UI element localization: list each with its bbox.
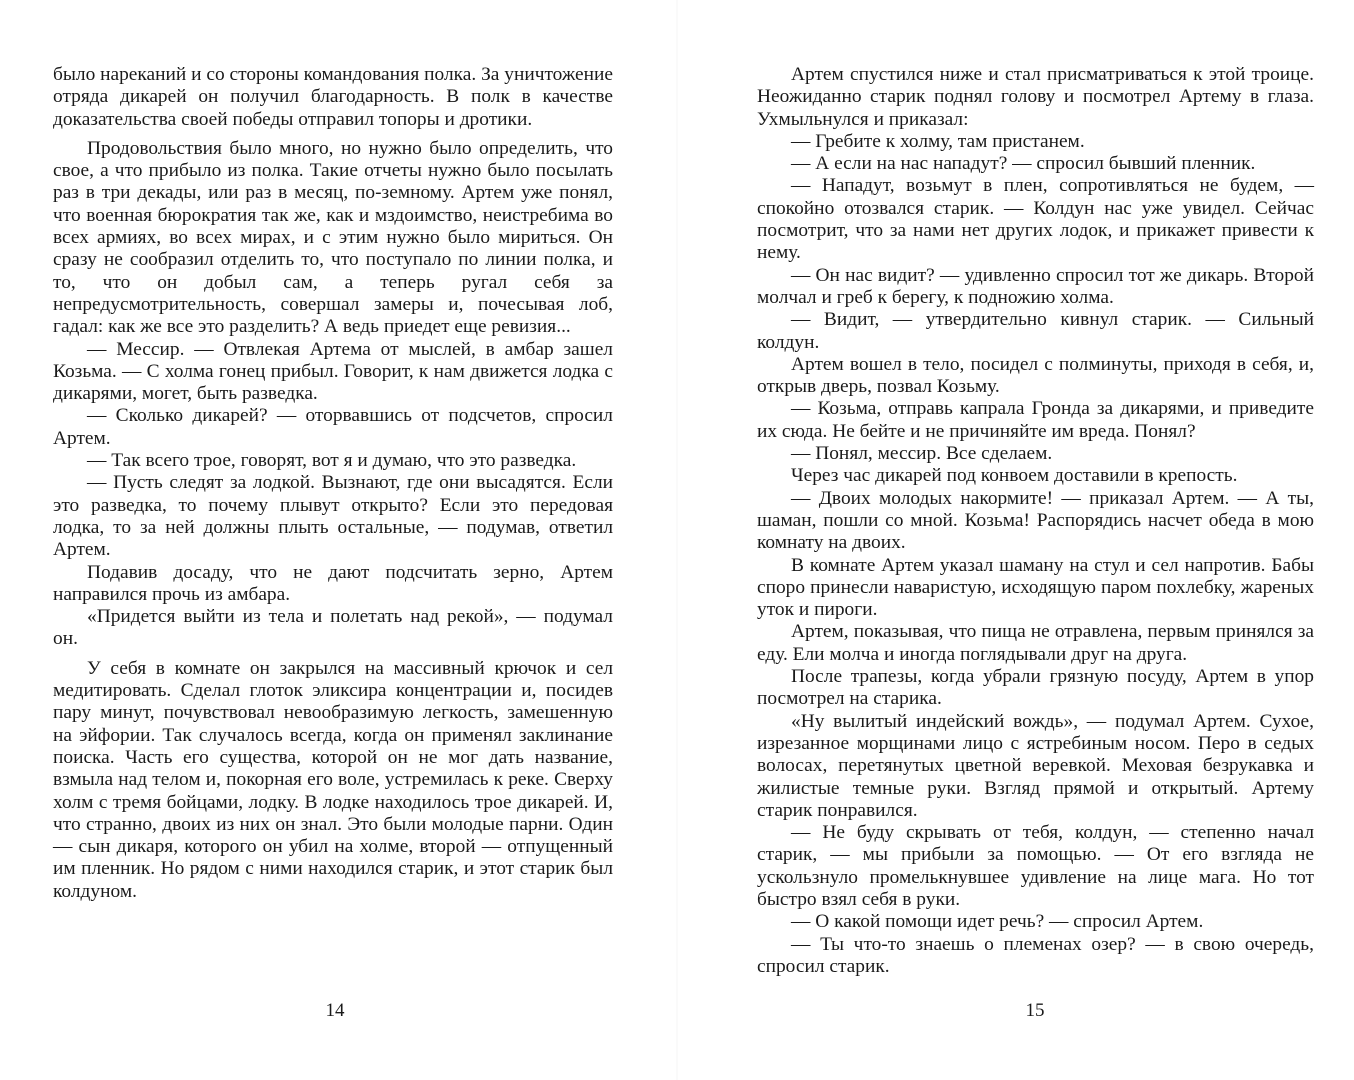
paragraph: «Ну вылитый индейский вождь», — подумал Артем. Сухое, изрезанное морщинами лицо с ястребиным носом. Перо в седых волосах, перетянутых цветной веревкой. Меховая безрукавка и жилистые темные руки. Взгляд прямой и открытый. Артему старик понравился. bbox=[757, 710, 1314, 821]
paragraph: было нареканий и со стороны командования полка. За уничтожение отряда дикарей он получил благодарность. В полк в качестве доказательства своей победы отправил топоры и дротики. bbox=[53, 64, 613, 130]
paragraph: Продовольствия было много, но нужно было определить, что свое, а что прибыло из полка. Такие отчеты нужно было посылать раз в три декады, или раз в месяц, по-земному. Артем уже понял, что военная бюрократия так же, как и мздоимство, неистребима во всех армиях, во всех мирах, и с этим нужно было мириться. Он сразу не сообразил отделить то, что поступало по линии полка, и то, что он добыл сам, а теперь ругал себя за непредусмотрительность, совершал замеры и, почесывая лоб, гадал: как же все это разделить? А ведь приедет еще ревизия... bbox=[53, 137, 613, 338]
paragraph: Через час дикарей под конвоем доставили в крепость. bbox=[791, 465, 1238, 487]
paragraph: — Мессир. — Отвлекая Артема от мыслей, в амбар зашел Козьма. — С холма гонец прибыл. Говорит, к нам движется лодка с дикарями, могет, быть разведка. bbox=[53, 338, 613, 405]
paragraph: — А если на нас нападут? — спросил бывший пленник. bbox=[791, 153, 1256, 175]
paragraph: Артем вошел в тело, посидел с полминуты, приходя в себя, и, открыв дверь, позвал Козьму. bbox=[757, 353, 1314, 398]
paragraph: — Козьма, отправь капрала Гронда за дикарями, и приведите их сюда. Не бейте и не причиняйте им вреда. Понял? bbox=[757, 398, 1314, 442]
paragraph: — Гребите к холму, там пристанем. bbox=[791, 130, 1085, 152]
paragraph: У себя в комнате он закрылся на массивный крючок и сел медитировать. Сделал глоток эликсира концентрации и, посидев пару минут, почувствовал невообразимую легкость, замешенную на эйфории. Так случалось всегда, когда он применял заклинание поиска. Часть его существа, которой он не мог дать название, взмыла над телом и, покорная его воле, устремилась к реке. Сверху холм с тремя бойцами, лодку. В лодке находилось трое дикарей. И, что странно, двоих из них он знал. Это были молодые парни. Один — сын дикаря, которого он убил на холме, второй — отпущенный им пленник. Но рядом с ними находился старик, и этот старик был колдуном. bbox=[53, 657, 613, 902]
paragraph: — Понял, мессир. Все сделаем. bbox=[791, 443, 1053, 465]
paragraph: — Двоих молодых накормите! — приказал Артем. — А ты, шаман, пошли со мной. Козьма! Распорядись насчет обеда в мою комнату на двоих. bbox=[757, 487, 1314, 554]
paragraph: — Не буду скрывать от тебя, колдун, — степенно начал старик, — мы прибыли за помощью. — От его взгляда не ускользнуло промелькнувшее удивление на лице мага. Но тот быстро взял себя в руки. bbox=[757, 822, 1314, 910]
paragraph: — Он нас видит? — удивленно спросил тот же дикарь. Второй молчал и греб к берегу, к подножию холма. bbox=[757, 264, 1314, 308]
paragraph: — Нападут, возьмут в плен, сопротивляться не будем, — спокойно отозвался старик. — Колдун нас уже увидел. Сейчас посмотрит, что за нами нет других лодок, и прикажет привести к нему. bbox=[757, 175, 1314, 264]
paragraph: В комнате Артем указал шаману на стул и сел напротив. Бабы споро принесли наваристую, исходящую паром похлебку, жареных уток и пироги. bbox=[757, 554, 1314, 621]
left-page bbox=[53, 64, 613, 903]
paragraph: Артем спустился ниже и стал присматриваться к этой троице. Неожиданно старик поднял голову и посмотрел Артему в глаза. Ухмыльнулся и приказал: bbox=[757, 64, 1314, 130]
paragraph: — Так всего трое, говорят, вот я и думаю, что это разведка. bbox=[87, 450, 577, 472]
paragraph: Подавив досаду, что не дают подсчитать зерно, Артем направился прочь из амбара. bbox=[53, 561, 613, 605]
paragraph: «Придется выйти из тела и полетать над рекой», — подумал он. bbox=[53, 606, 613, 650]
paragraph: — Сколько дикарей? — оторвавшись от подсчетов, спросил Артем. bbox=[53, 405, 613, 449]
paragraph: — Видит, — утвердительно кивнул старик. — Сильный колдун. bbox=[757, 309, 1314, 353]
page-number-right: 15 bbox=[1025, 1000, 1045, 1021]
book-gutter bbox=[676, 0, 678, 1080]
paragraph: После трапезы, когда убрали грязную посуду, Артем в упор посмотрел на старика. bbox=[757, 666, 1314, 710]
page-number-left: 14 bbox=[325, 1000, 345, 1021]
paragraph: — О какой помощи идет речь? — спросил Артем. bbox=[791, 911, 1204, 933]
right-page bbox=[757, 64, 1314, 978]
paragraph: — Пусть следят за лодкой. Вызнают, где они высадятся. Если это разведка, то почему плывут открыто? Если это передовая лодка, то за ней должны плыть остальные, — подумав, ответил Артем. bbox=[53, 472, 613, 561]
left-page-text bbox=[53, 64, 613, 903]
paragraph: — Ты что-то знаешь о племенах озер? — в свою очередь, спросил старик. bbox=[757, 933, 1314, 977]
paragraph: Артем, показывая, что пища не отравлена, первым принялся за еду. Ели молча и иногда поглядывали друг на друга. bbox=[757, 621, 1314, 665]
right-page-text bbox=[757, 64, 1314, 978]
